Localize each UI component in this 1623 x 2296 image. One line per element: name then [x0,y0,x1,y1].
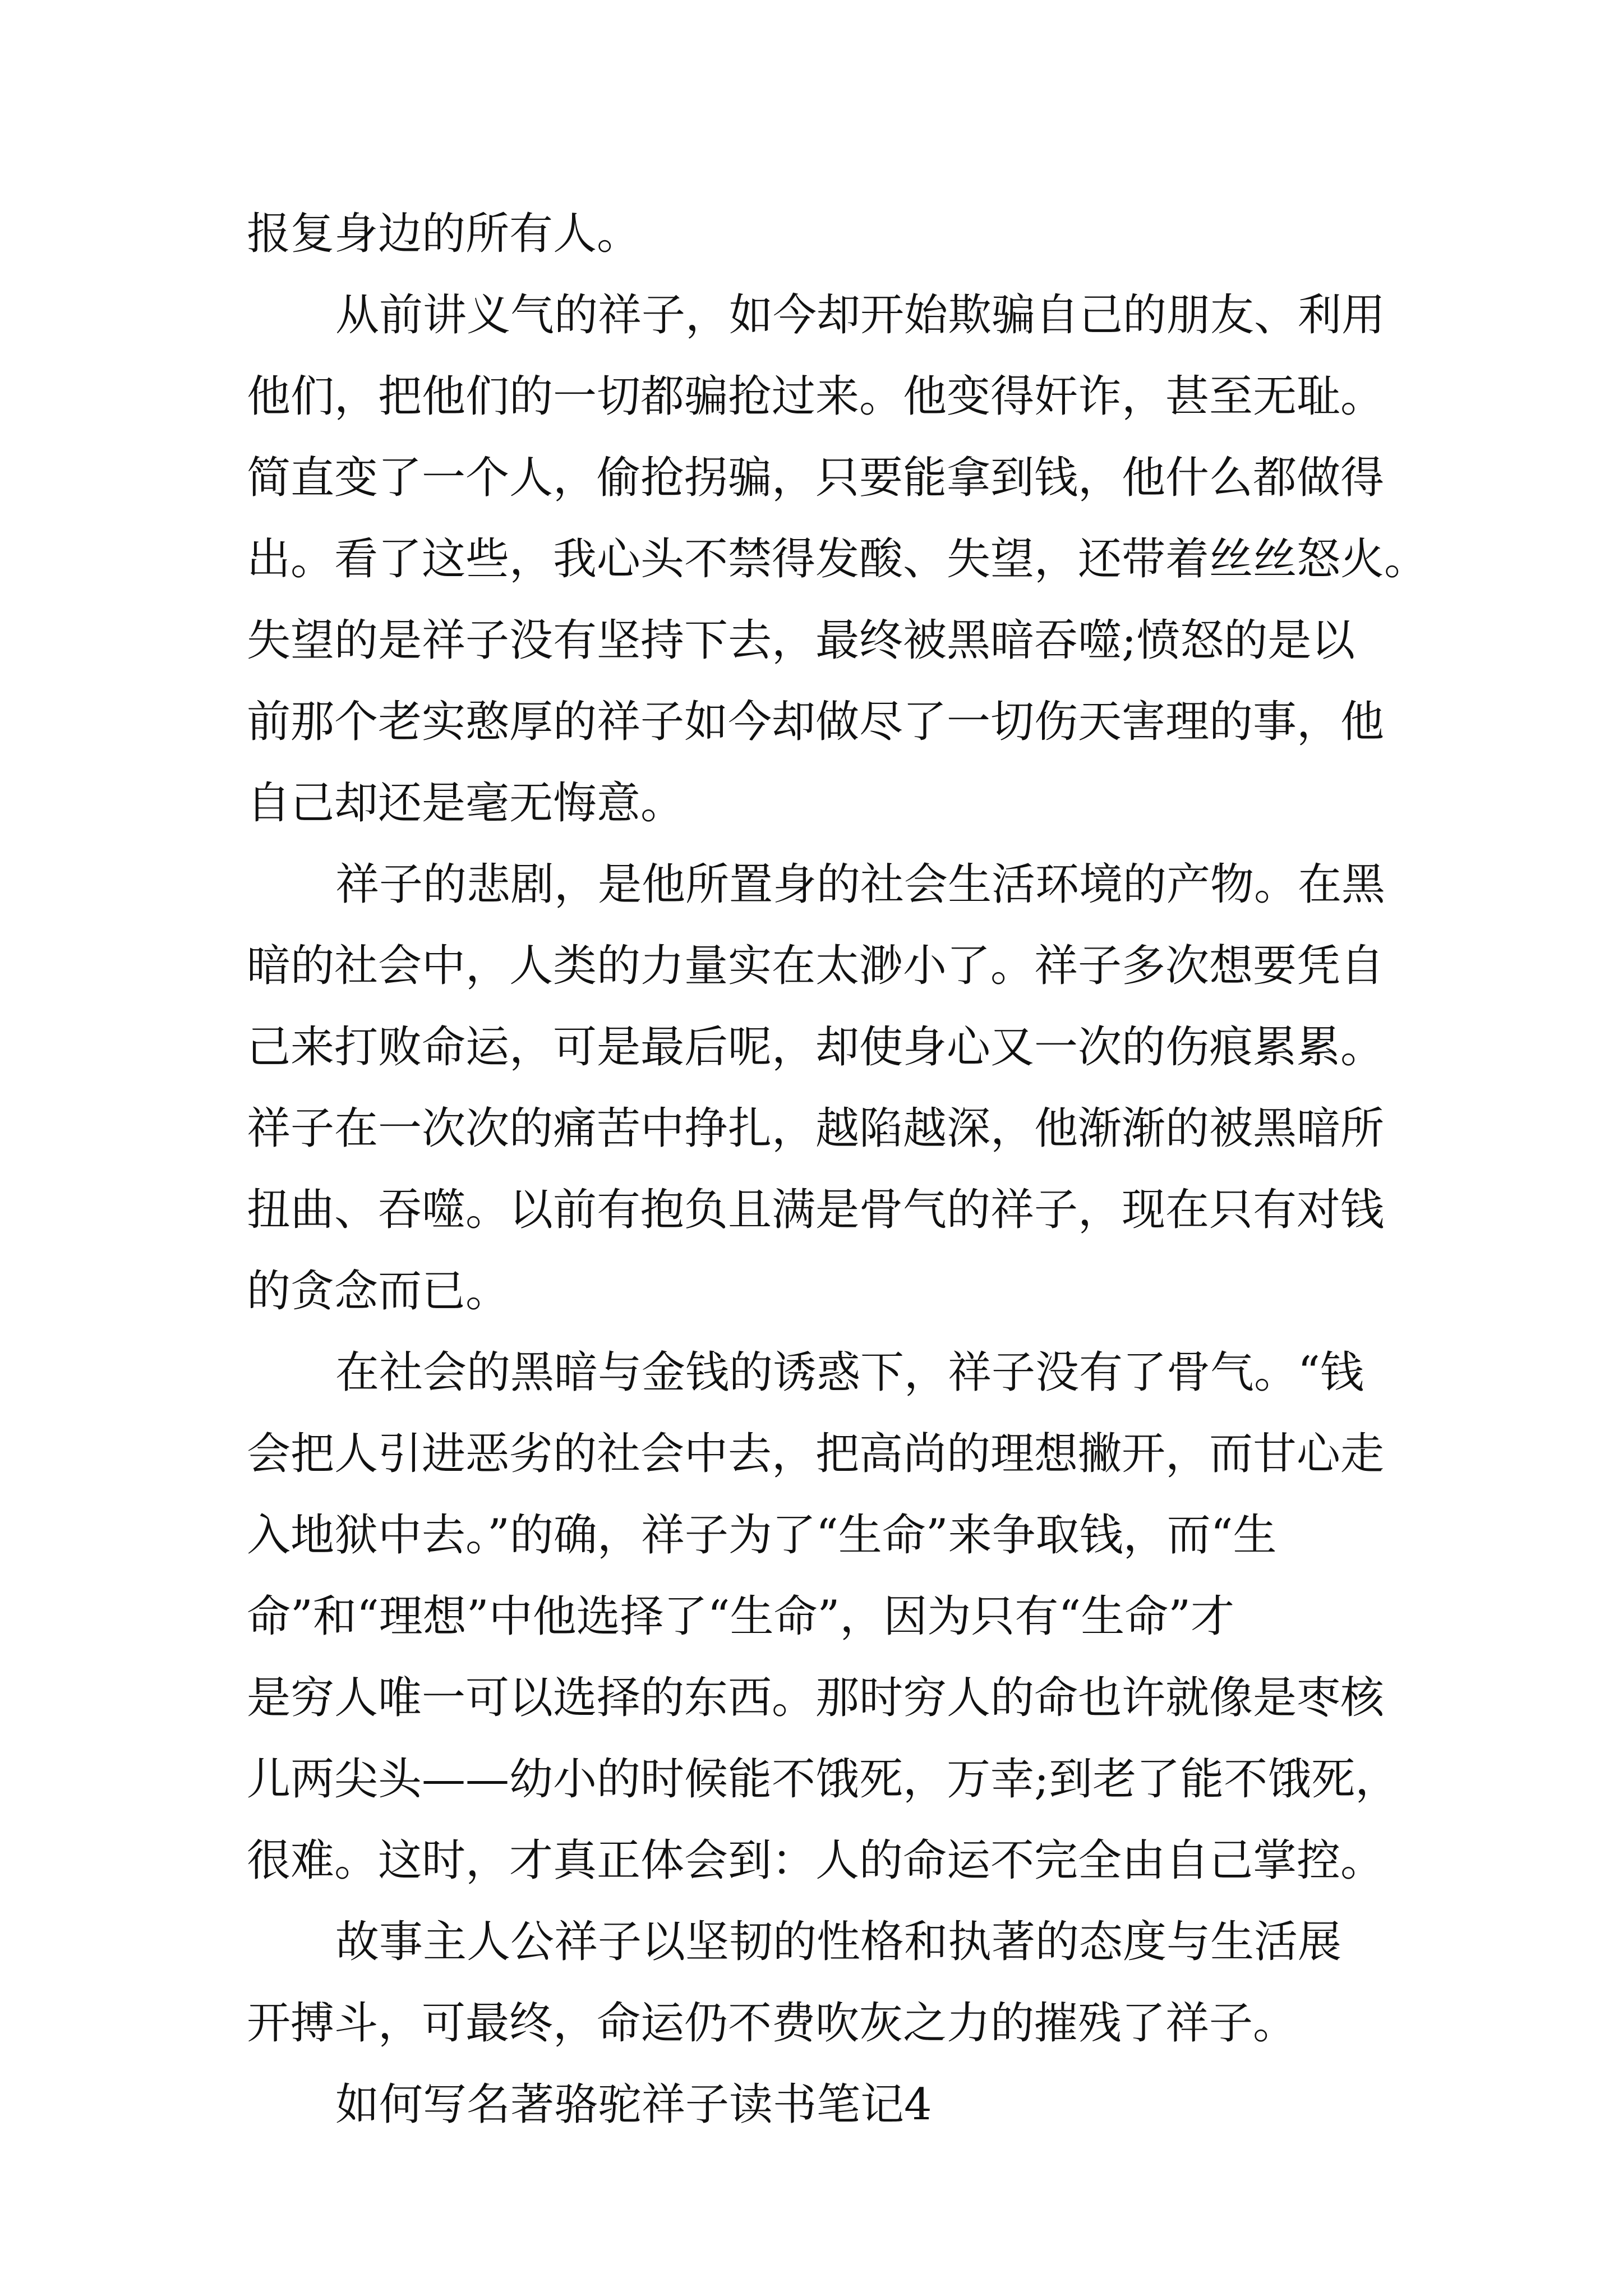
text-line: 入地狱中去。”的确，祥子为了“生命”来争取钱，而“生 [247,1510,1277,1561]
section-heading [247,2064,1385,2146]
paragraph [247,194,1385,275]
text-line: 从前讲义气的祥子，如今却开始欺骗自己的朋友、利用 [335,290,1386,341]
paragraph [247,275,1428,844]
text-line: 扭曲、吞噬。以前有抱负且满是骨气的祥子，现在只有对钱 [247,1185,1385,1235]
text-line: 命”和“理想”中他选择了“生命”，因为只有“生命”才 [247,1591,1235,1642]
text-line: 简直变了一个人，偷抢拐骗，只要能拿到钱，他什么都做得 [247,453,1385,503]
text-line: 失望的是祥子没有坚持下去，最终被黑暗吞噬;愤怒的是以 [247,615,1355,666]
text-line: 在社会的黑暗与金钱的诱惑下，祥子没有了骨气。“钱 [335,1347,1364,1398]
paragraph [247,1902,1385,2064]
text-line: 报复身边的所有人。 [247,209,641,259]
heading-line: 如何写名著骆驼祥子读书笔记4 [335,2079,932,2130]
paragraph [247,1332,1399,1902]
text-line: 儿两尖头——幼小的时候能不饿死，万幸;到老了能不饿死， [247,1754,1399,1805]
text-line: 己来打败命运，可是最后呢，却使身心又一次的伤痕累累。 [247,1022,1385,1073]
text-line: 的贪念而已。 [247,1266,510,1317]
text-line: 祥子的悲剧，是他所置身的社会生活环境的产物。在黑 [335,859,1386,910]
text-line: 自己却还是毫无悔意。 [247,778,685,829]
text-line: 很难。这时，才真正体会到：人的命运不完全由自己掌控。 [247,1835,1385,1886]
paragraph [247,844,1385,1332]
text-line: 会把人引进恶劣的社会中去，把高尚的理想撇开，而甘心走 [247,1429,1385,1479]
document-body [247,194,1428,2146]
text-line: 暗的社会中，人类的力量实在太渺小了。祥子多次想要凭自 [247,941,1385,991]
text-line: 故事主人公祥子以坚韧的性格和执著的态度与生活展 [335,1917,1342,1967]
text-line: 出。看了这些，我心头不禁得发酸、失望，还带着丝丝怒火。 [247,534,1428,585]
text-line: 他们，把他们的一切都骗抢过来。他变得奸诈，甚至无耻。 [247,371,1385,422]
text-line: 前那个老实憨厚的祥子如今却做尽了一切伤天害理的事，他 [247,697,1385,747]
text-line: 是穷人唯一可以选择的东西。那时穷人的命也许就像是枣核 [247,1673,1385,1723]
text-line: 祥子在一次次的痛苦中挣扎，越陷越深，他渐渐的被黑暗所 [247,1103,1385,1154]
text-line: 开搏斗，可最终，命运仍不费吹灰之力的摧残了祥子。 [247,1998,1297,2049]
